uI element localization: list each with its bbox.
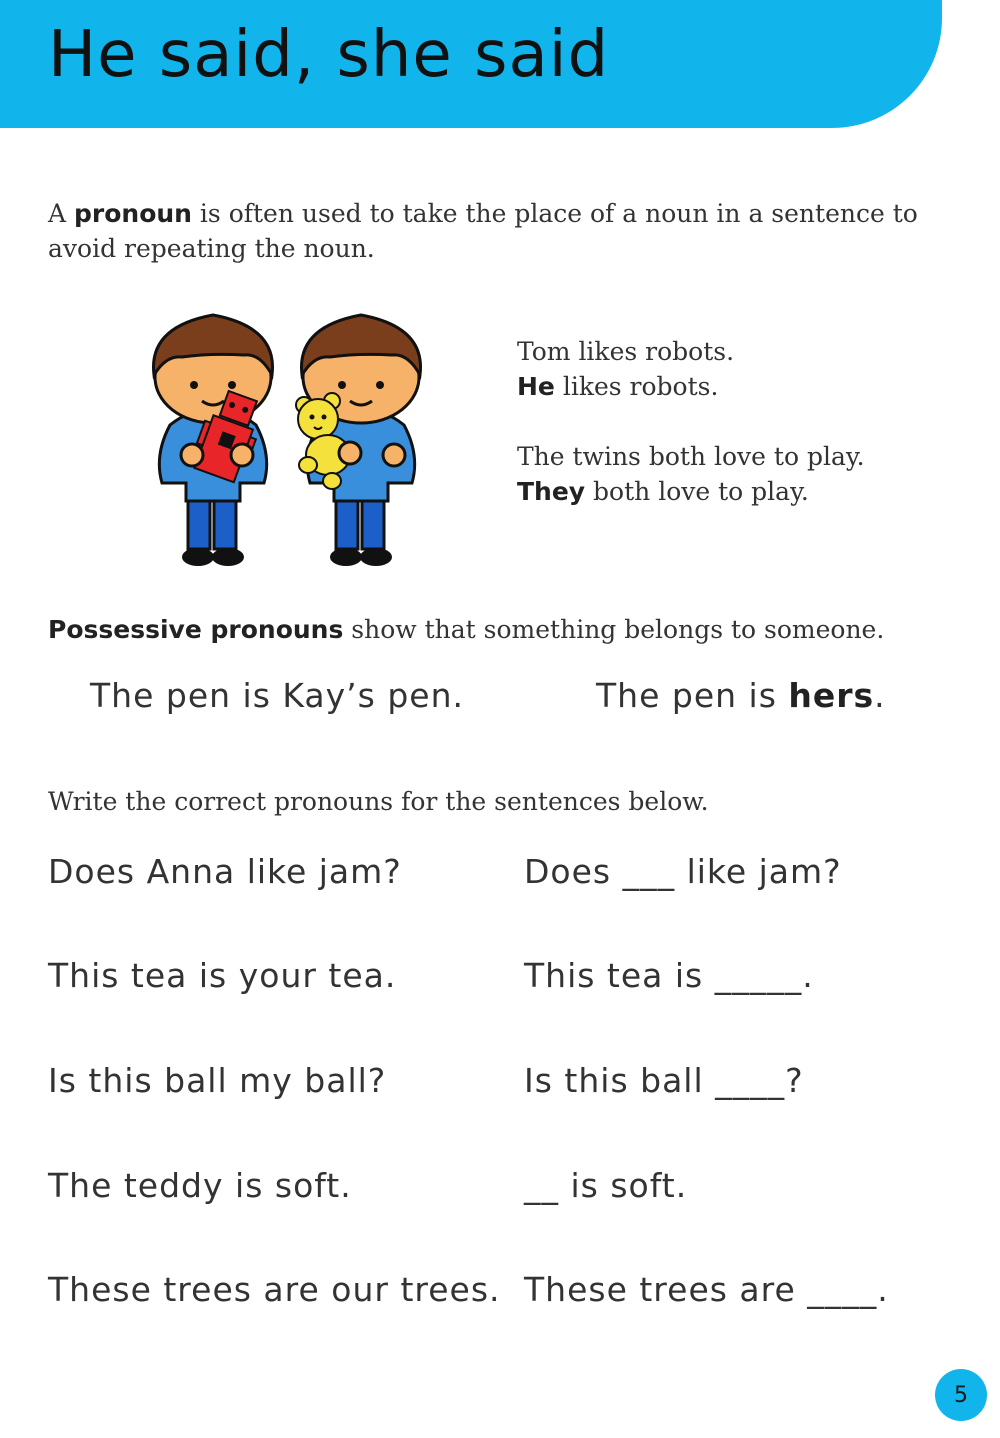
possessive-example-right-post: .	[874, 676, 886, 715]
left-boy-figure	[153, 315, 272, 566]
possessive-example-right-pre: The pen is	[596, 676, 789, 715]
intro-term: pronoun	[74, 199, 192, 228]
exercise-answer-blank[interactable]: __ is soft.	[524, 1166, 688, 1205]
possessive-example-left: The pen is Kay’s pen.	[90, 676, 465, 715]
exercise-row	[0, 1270, 1000, 1320]
possessive-term: Possessive pronouns	[48, 615, 344, 644]
twin-boys-illustration	[140, 305, 440, 575]
intro-lead: A	[48, 199, 75, 228]
exercise-question: Does Anna like jam?	[48, 852, 402, 891]
possessive-example-hers: hers	[788, 676, 875, 715]
possessive-example-right	[596, 676, 886, 715]
example-pronoun-he: He	[517, 372, 555, 401]
exercise-answer-blank[interactable]: This tea is _____.	[524, 956, 814, 995]
example-line-4-rest: both love to play.	[585, 477, 809, 506]
exercise-question: Is this ball my ball?	[48, 1061, 387, 1100]
exercise-row	[0, 852, 1000, 902]
right-boy-figure	[296, 315, 421, 566]
possessive-text: show that something belongs to someone.	[343, 615, 885, 644]
example-pronoun-they: They	[517, 477, 586, 506]
exercise-answer-blank[interactable]: Does ___ like jam?	[524, 852, 842, 891]
exercise-answer-blank[interactable]: Is this ball ____?	[524, 1061, 804, 1100]
possessive-definition	[48, 612, 948, 647]
pronoun-examples	[517, 334, 937, 509]
page-number: 5	[935, 1369, 987, 1421]
example-line-4	[517, 474, 937, 509]
page-title: He said, she said	[48, 18, 610, 92]
intro-text: is often used to take the place of a noun in a sentence to avoid repeating the noun.	[48, 199, 918, 263]
exercise-row	[0, 1166, 1000, 1216]
example-line-2-rest: likes robots.	[554, 372, 719, 401]
exercise-instruction: Write the correct pronouns for the sentences below.	[48, 787, 709, 816]
example-line-1: Tom likes robots.	[517, 337, 735, 366]
exercise-question: These trees are our trees.	[48, 1270, 501, 1309]
example-spacer	[517, 404, 937, 439]
intro-paragraph	[48, 196, 928, 266]
exercise-question: The teddy is soft.	[48, 1166, 352, 1205]
exercise-row	[0, 1061, 1000, 1111]
exercise-answer-blank[interactable]: These trees are ____.	[524, 1270, 889, 1309]
title-banner	[0, 0, 942, 128]
exercise-row	[0, 956, 1000, 1006]
example-line-3: The twins both love to play.	[517, 442, 865, 471]
exercise-question: This tea is your tea.	[48, 956, 397, 995]
example-line-2	[517, 369, 937, 404]
